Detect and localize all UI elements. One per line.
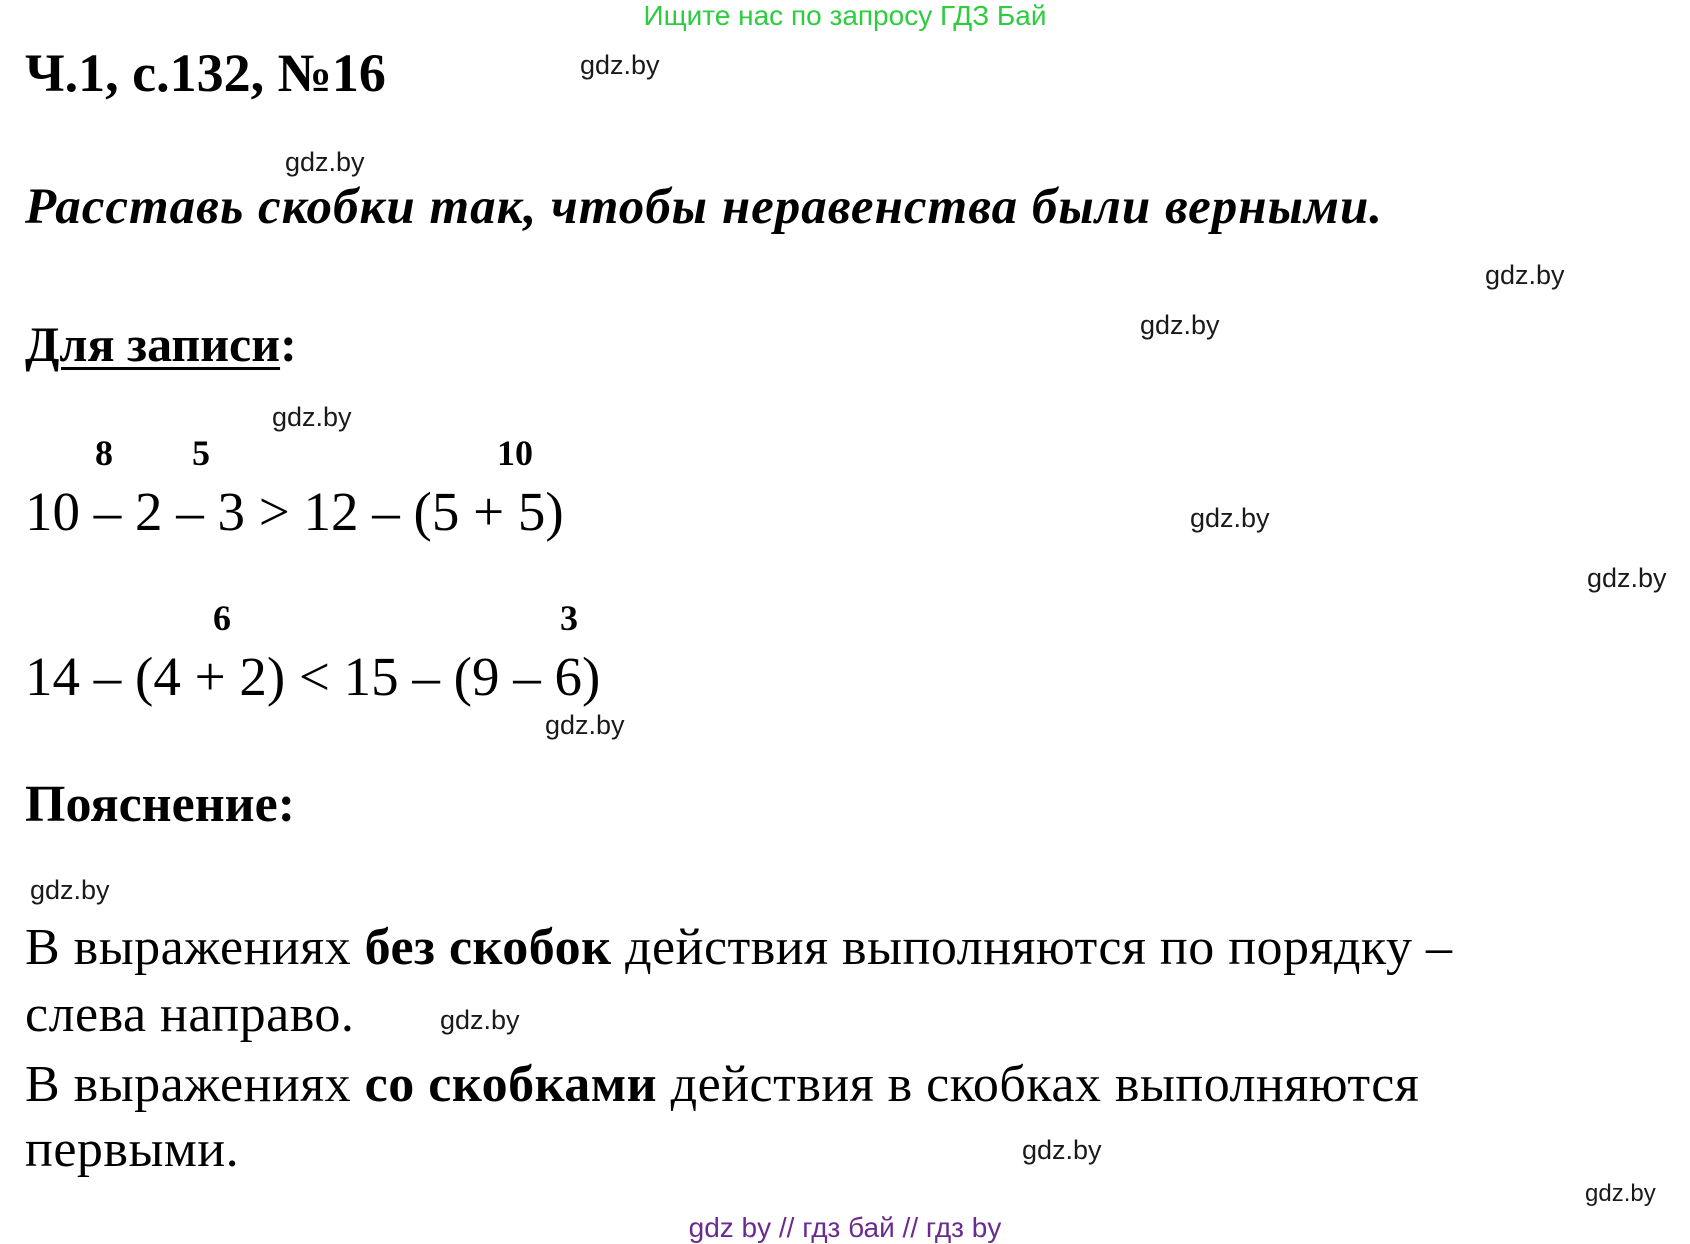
top-banner[interactable]: Ищите нас по запросу ГДЗ Бай (643, 0, 1047, 31)
equation-1-hint-3: 10 (497, 433, 533, 473)
task-text: Расставь скобки так, чтобы неравенства были верными. (25, 179, 1384, 235)
watermark: gdz.by (1585, 1180, 1656, 1207)
explanation-heading: Пояснение: (25, 776, 296, 833)
page-title: Ч.1, с.132, №16 (25, 43, 386, 103)
watermark: gdz.by (285, 147, 365, 177)
record-heading-colon: : (280, 316, 297, 372)
watermark: gdz.by (440, 1005, 520, 1035)
paragraph-2-line-2: первыми. (25, 1121, 240, 1178)
paragraph-1-line-1 (25, 918, 1452, 977)
paragraph-2-line-1 (25, 1055, 1419, 1114)
equation-2-hint-1: 6 (213, 598, 231, 638)
paragraph-1-bold: без скобок (364, 919, 612, 976)
equation-1: 10 – 2 – 3 > 12 – (5 + 5) (25, 481, 564, 542)
watermark: gdz.by (1022, 1135, 1102, 1165)
record-heading-text: Для записи (25, 316, 281, 372)
paragraph-2-before: В выражениях (25, 1056, 365, 1113)
equation-1-hint-2: 5 (192, 433, 210, 473)
watermark: gdz.by (545, 710, 625, 740)
paragraph-1-line-2: слева направо. (25, 986, 355, 1043)
paragraph-1-before: В выражениях (25, 919, 365, 976)
paragraph-1-after: действия выполняются по порядку – (611, 919, 1453, 976)
equation-2-hint-2: 3 (560, 598, 578, 638)
watermark: gdz.by (1190, 503, 1270, 533)
watermark: gdz.by (1485, 260, 1565, 290)
paragraph-2-bold: со скобками (364, 1056, 658, 1113)
equation-2: 14 – (4 + 2) < 15 – (9 – 6) (25, 646, 601, 707)
equation-1-hint-1: 8 (95, 433, 113, 473)
watermark: gdz.by (1140, 310, 1220, 340)
watermark: gdz.by (30, 875, 110, 905)
watermark: gdz.by (580, 50, 660, 80)
record-heading (25, 315, 297, 373)
watermark: gdz.by (272, 402, 352, 432)
footer-links[interactable]: gdz by // гдз бай // гдз by (688, 1212, 1002, 1243)
paragraph-2-after: действия в скобках выполняются (657, 1056, 1420, 1113)
watermark: gdz.by (1587, 563, 1667, 593)
